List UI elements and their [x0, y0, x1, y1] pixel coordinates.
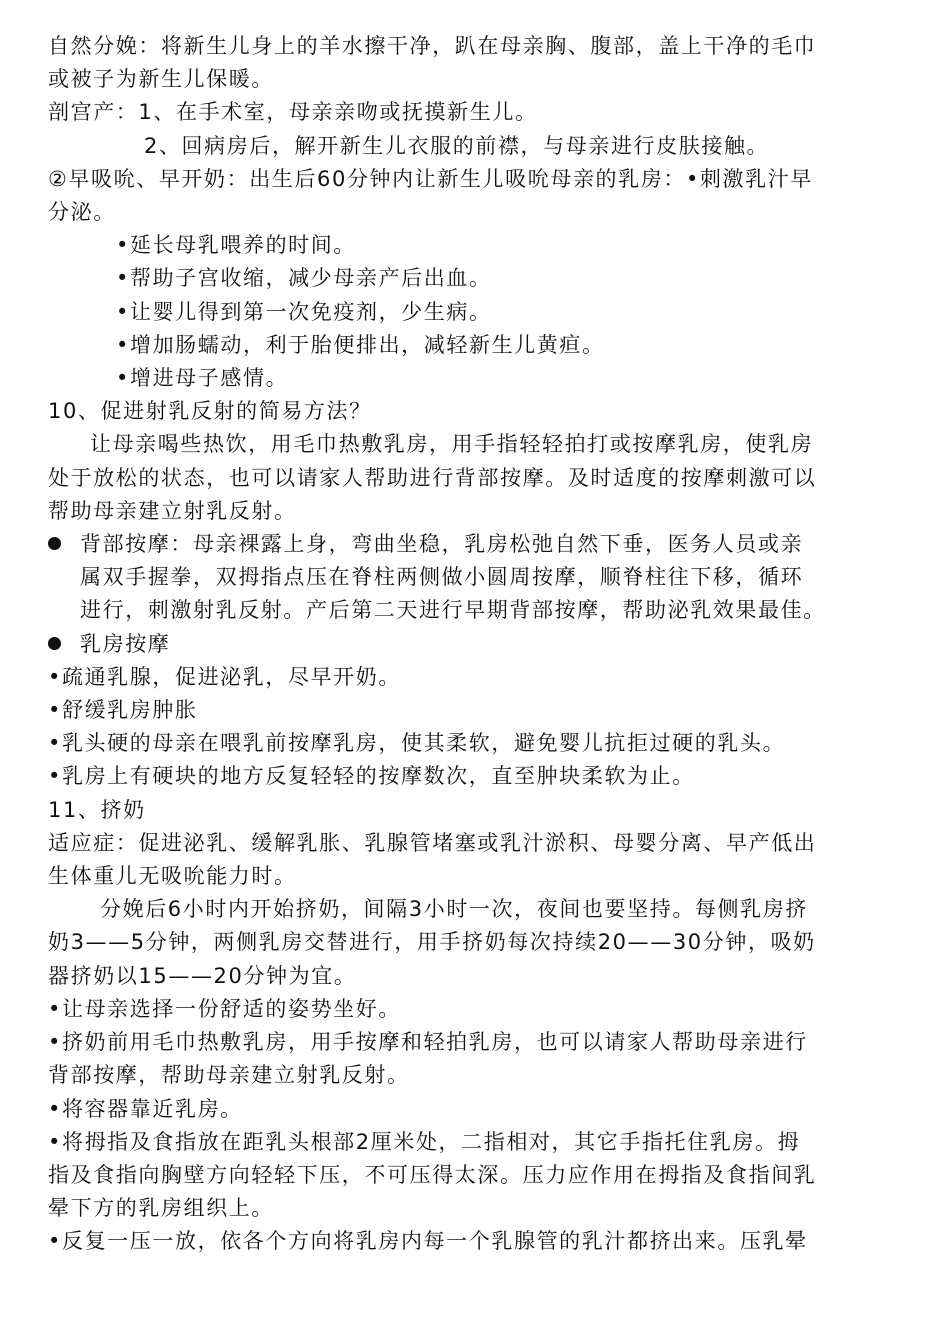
text-line: ②早吸吮、早开奶：出生后60分钟内让新生儿吸吮母亲的乳房：•刺激乳汁早	[48, 166, 813, 191]
list-item: •帮助子宫收缩，减少母亲产后出血。	[116, 266, 492, 291]
bullet-item	[48, 628, 905, 661]
section-heading: 11、挤奶	[48, 797, 146, 822]
text-line: 奶3——5分钟，两侧乳房交替进行，用手挤奶每次持续20——30分钟，吸奶	[48, 930, 816, 955]
list-item: •舒缓乳房肿胀	[48, 698, 198, 723]
list-item: •增进母子感情。	[116, 366, 289, 391]
list-item: •乳房上有硬块的地方反复轻轻的按摩数次，直至肿块柔软为止。	[48, 764, 695, 789]
list-item: •乳头硬的母亲在喂乳前按摩乳房，使其柔软，避免婴儿抗拒过硬的乳头。	[48, 731, 786, 756]
list-item: •疏通乳腺，促进泌乳，尽早开奶。	[48, 664, 401, 689]
text-line: 剖宫产：1、在手术室，母亲亲吻或抚摸新生儿。	[48, 100, 538, 125]
text-line: 背部按摩，帮助母亲建立射乳反射。	[48, 1063, 410, 1088]
bullet-item	[48, 528, 905, 561]
list-item: •将拇指及食指放在距乳头根部2厘米处，二指相对，其它手指托住乳房。拇	[48, 1129, 801, 1154]
section-heading: 10、促进射乳反射的简易方法？	[48, 399, 372, 424]
text-line: 指及食指向胸壁方向轻轻下压，不可压得太深。压力应作用在拇指及食指间乳	[48, 1162, 817, 1187]
text-line: 生体重儿无吸吮能力时。	[48, 864, 297, 889]
text-line: 进行，刺激射乳反射。产后第二天进行早期背部按摩，帮助泌乳效果最佳。	[80, 598, 826, 623]
list-item: •让婴儿得到第一次免疫剂，少生病。	[116, 299, 492, 324]
bullet-text: 乳房按摩	[80, 631, 171, 656]
text-line: 自然分娩：将新生儿身上的羊水擦干净，趴在母亲胸、腹部，盖上干净的毛巾	[48, 34, 817, 58]
list-item: •增加肠蠕动，利于胎便排出，减轻新生儿黄疸。	[116, 332, 605, 357]
text-line: 帮助母亲建立射乳反射。	[48, 498, 297, 523]
list-item: •反复一压一放，依各个方向将乳房内每一个乳腺管的乳汁都挤出来。压乳晕	[48, 1229, 808, 1254]
list-item: •让母亲选择一份舒适的姿势坐好。	[48, 996, 401, 1021]
bullet-dot-icon	[48, 637, 61, 650]
text-line: 分泌。	[48, 200, 116, 225]
list-item: •挤奶前用毛巾热敷乳房，用手按摩和轻拍乳房，也可以请家人帮助母亲进行	[48, 1030, 808, 1055]
list-item: •将容器靠近乳房。	[48, 1096, 243, 1121]
text-line: 或被子为新生儿保暖。	[48, 67, 274, 92]
text-line: 2、回病房后，解开新生儿衣服的前襟，与母亲进行皮肤接触。	[144, 133, 770, 158]
text-line: 属双手握拳，双拇指点压在脊柱两侧做小圆周按摩，顺脊柱往下移，循环	[80, 565, 804, 590]
text-line: 晕下方的乳房组织上。	[48, 1196, 274, 1221]
text-line: 分娩后6小时内开始挤奶，间隔3小时一次，夜间也要坚持。每侧乳房挤	[100, 897, 808, 922]
list-item: •延长母乳喂养的时间。	[116, 233, 356, 258]
text-line: 适应症：促进泌乳、缓解乳胀、乳腺管堵塞或乳汁淤积、母婴分离、早产低出	[48, 830, 817, 855]
bullet-text: 背部按摩：母亲裸露上身，弯曲坐稳，乳房松弛自然下垂，医务人员或亲	[80, 532, 804, 557]
text-line: 器挤奶以15——20分钟为宜。	[48, 963, 357, 988]
bullet-dot-icon	[48, 537, 61, 550]
text-line: 处于放松的状态，也可以请家人帮助进行背部按摩。及时适度的按摩刺激可以	[48, 465, 817, 490]
text-line: 让母亲喝些热饮，用毛巾热敷乳房，用手指轻轻拍打或按摩乳房，使乳房	[90, 432, 814, 457]
